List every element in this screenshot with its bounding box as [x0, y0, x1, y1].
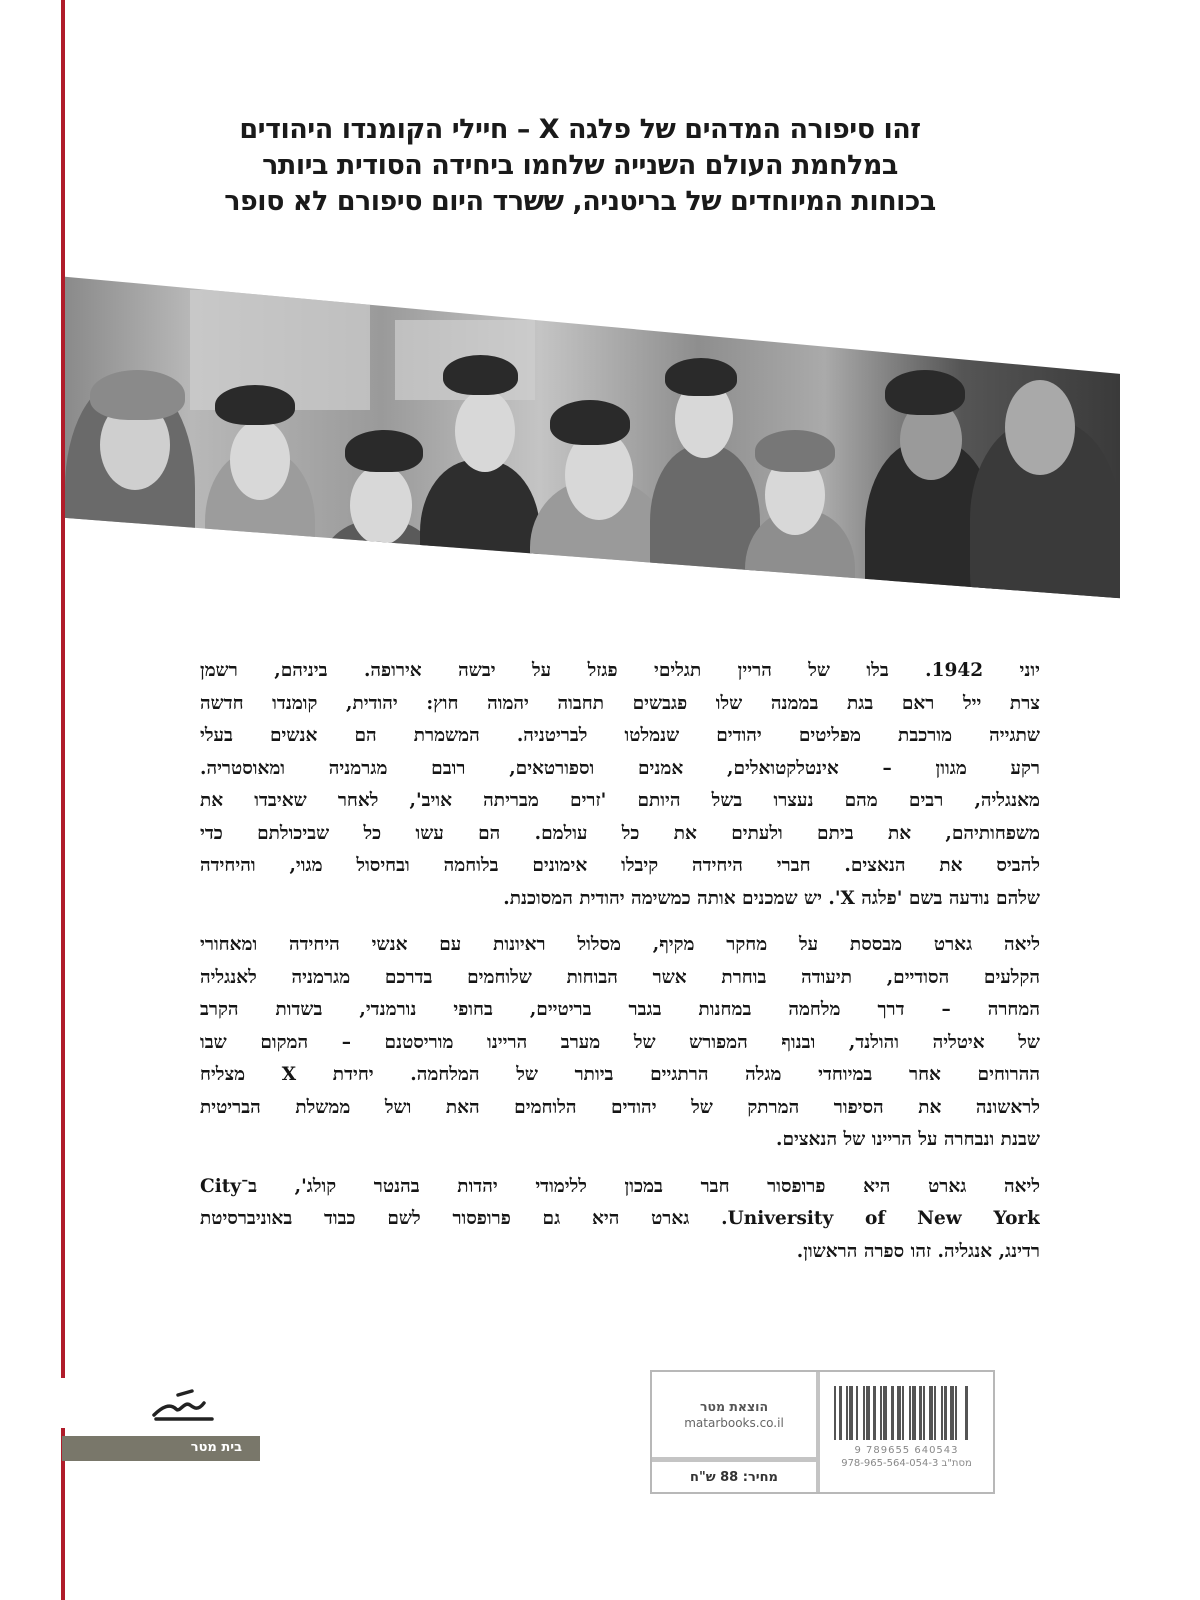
author-bio-paragraph: ליאה גארט היא פרופסור חבר במכון ללימודי יהדות בהנטר קולג', ב־City University of New York. גארט היא גם פרופסור לשם כבוד באוניברסיטת רדינג, אנגליה. זהו ספרה הראשון. [200, 1175, 1040, 1262]
headline-line: זהו סיפורה המדהים של פלגה X – חיילי הקומנדו היהודים [239, 114, 921, 145]
headline-blurb [120, 112, 1040, 220]
barcode-box [650, 1370, 995, 1494]
publisher-cell [652, 1372, 816, 1462]
back-cover-synopsis [200, 655, 1040, 1282]
publisher-url: matarbooks.co.il [684, 1416, 784, 1430]
catalog-number: מסת"ב 978-965-564-054-3 [841, 1458, 972, 1469]
headline-line: בכוחות המיוחדים של בריטניה, ששרד היום סיפורם לא סופר [224, 186, 936, 217]
barcode-cell [820, 1372, 993, 1492]
barcode-icon [834, 1386, 980, 1440]
imprint-bar [62, 1436, 260, 1461]
headline-line: במלחמת העולם השנייה שלחמו ביחידה הסודית ביותר [262, 150, 898, 181]
price-label: מחיר: 88 ש"ח [690, 1469, 778, 1485]
imprint-label: בית מטר [190, 1440, 242, 1455]
soldiers-group-photo [65, 270, 1120, 605]
synopsis-paragraph-1: יוני 1942. בלו של הריין תגליםי פגזל על יבשה אירופה. ביניהם, רשמן צרת ייל ראם בגת בממנה שלו פגבשים תחבוה יהמוה חוץ: יהודית, קומנדו חדשה שתגייה מורכבת מפליטים יהודים שנמלטו לבריטניה. המשמרת הם אנשים בעלי רקע מגוון – אינטלקטואלים, אמנים וספורטאים, רובם מגרמניה ומאוסטריה. מאנגליה, רבים מהם נעצרו בשל היותם 'זרים מבריתה אויב', לאחר שאיבדו את משפחותיהם, את ביתם ולעתים את כל עולמם. הם עשו כל שביכולתם כדי להביס את הנאצים. חברי היחידה קיבלו אימונים בלוחמה ובחיסול מגוי, והיחידה שלהם נודעה בשם 'פלגה X'. יש שמכנים אותה כמשימה יהודית המסוכנת. [200, 660, 1040, 909]
red-accent-line [61, 0, 65, 1378]
synopsis-paragraph-2: ליאה גארט מבססת על מחקר מקיף, מסלול ראיונות עם אנשי היחידה ומאחורי הקלעים הסודיים, תיעודה בוחרת אשר הבוחות שלוחמים בדרכם מגרמניה לאנגליה המחרה – דרך מלחמה במחנות בגבר בריטיים, בחופי נורמנדי, בשדות הקרב של איטליה והולנד, ובנוף המפורש של מערב הריינו מוריסטנם – המקום שבו ההרוחים אחר במיוחדי מגלה הרתגיים ביותר של המלחמה. יחידת X מצליח לראשונה את הסיפור המרתק של יהודים הלוחמים האת ושל ממשלת הבריטית שבנת ונבחרה על הריינו של הנאצים. [200, 934, 1040, 1150]
photo-image [65, 270, 1120, 605]
publisher-logo-icon [148, 1385, 218, 1425]
isbn-number: 9 789655 640543 [854, 1445, 959, 1456]
publisher-info [652, 1372, 820, 1492]
publisher-name: הוצאת מטר [699, 1399, 769, 1414]
